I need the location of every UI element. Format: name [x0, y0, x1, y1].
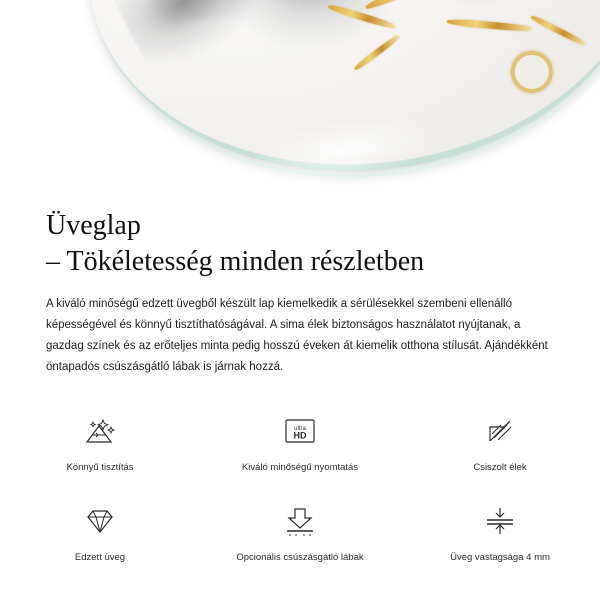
feature-label: Opcionális csúszásgátló lábak [236, 552, 364, 563]
feature-item-print-quality [200, 400, 400, 490]
text-content [0, 200, 600, 378]
headline-line-1: Üveglap [46, 210, 141, 241]
polished-edges-icon [477, 408, 523, 454]
diamond-icon [77, 498, 123, 544]
anti-slip-feet-icon [277, 498, 323, 544]
feature-label: Edzett üveg [74, 552, 126, 563]
thickness-arrows-icon [477, 498, 523, 544]
description-paragraph: A kiváló minőségű edzett üvegből készült lap kiemelkedik a sérülésekkel szembeni ellenálló képességével és könnyű tisztíthatóságával. A sima élek biztonságos használatot nyújtanak, a gazdag színek és az erőteljes minta pedig hosszú éveken át kiemelik otthona stílusát. Ajándékként öntapadós csúszásgátló lábak is járnak hozzá. [46, 298, 548, 373]
feature-item-easy-clean [0, 400, 200, 490]
sparkle-clean-icon [77, 408, 123, 454]
gold-vein [447, 18, 532, 32]
hero-image [0, 0, 600, 200]
marble-vein [414, 0, 544, 13]
gold-ring-accent [508, 48, 555, 95]
feature-item-tempered-glass [0, 490, 200, 580]
headline-line-2: – Tökéletesség minden részletben [46, 246, 425, 277]
feature-label: Csiszolt élek [473, 462, 527, 473]
feature-item-polished-edges [400, 400, 600, 490]
feature-label: Könnyű tisztítás [66, 462, 134, 473]
feature-item-anti-slip-feet [200, 490, 400, 580]
svg-text:ultra: ultra [294, 426, 306, 432]
svg-text:HD: HD [293, 430, 307, 441]
ultra-hd-icon [277, 408, 323, 454]
page-title [0, 200, 600, 280]
glass-board-graphic [64, 0, 600, 200]
feature-item-thickness [400, 490, 600, 580]
feature-label: Üveg vastagsága 4 mm [450, 552, 550, 563]
feature-grid [0, 400, 600, 580]
feature-label: Kiváló minőségű nyomtatás [241, 462, 359, 473]
gold-vein [530, 14, 586, 47]
